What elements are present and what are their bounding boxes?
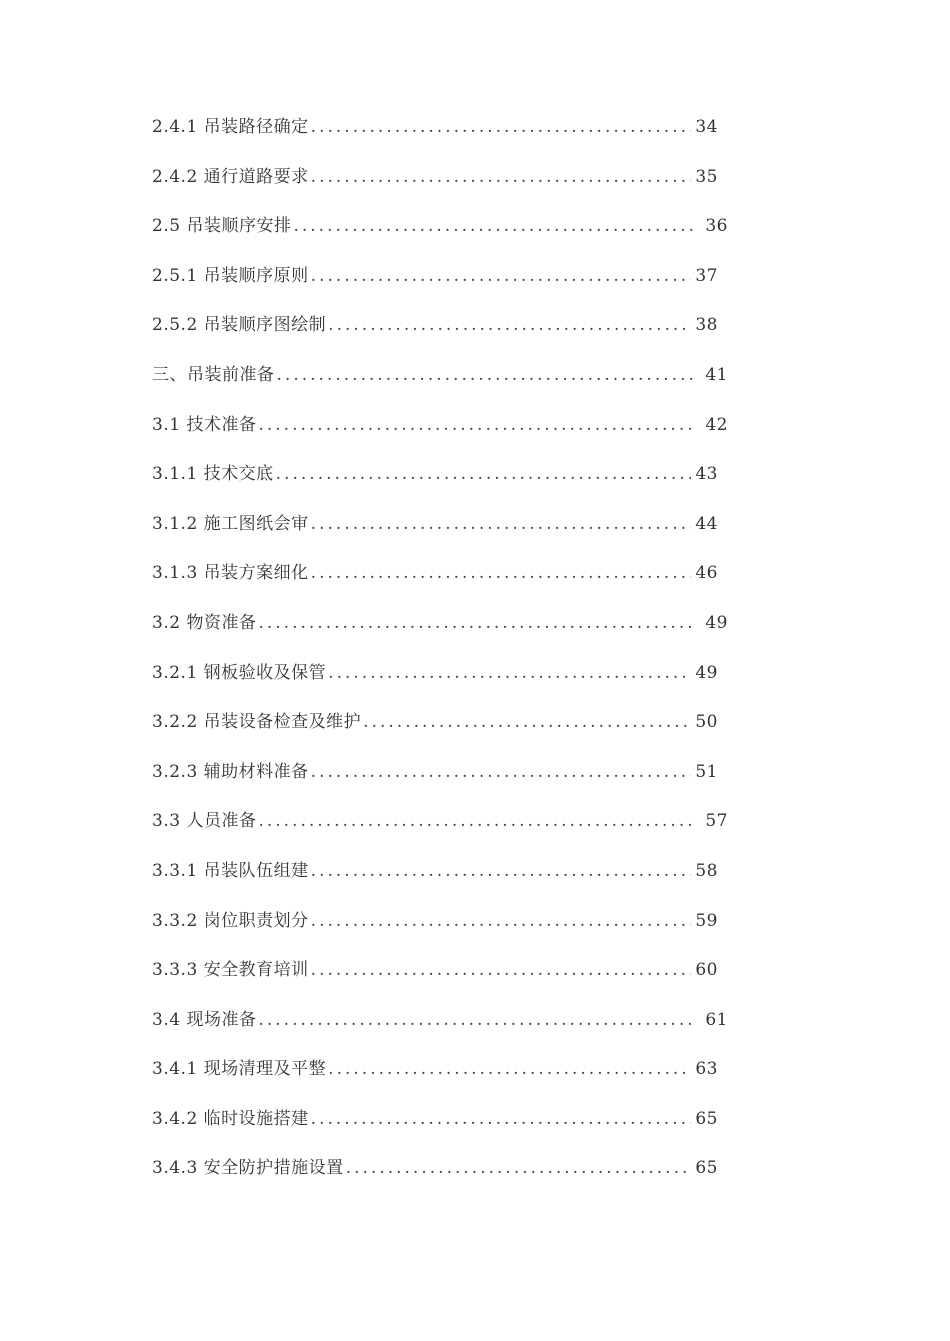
- toc-entry-title: 3.4.3 安全防护措施设置: [152, 1158, 344, 1179]
- toc-dot-leader: [293, 208, 697, 244]
- toc-page-number: 50: [695, 712, 718, 733]
- toc-page-number: 44: [695, 513, 718, 534]
- toc-page-number: 37: [695, 265, 718, 286]
- toc-entry-3-4-2[interactable]: [152, 1101, 728, 1151]
- toc-page-number: 59: [695, 910, 718, 931]
- toc-entry-title: 3.4.1 现场清理及平整: [152, 1059, 327, 1080]
- toc-entry-title: 2.4.1 吊装路径确定: [152, 117, 309, 137]
- toc-page-number: 65: [695, 1108, 718, 1129]
- toc-entry-3-3[interactable]: [152, 803, 728, 853]
- toc-dot-leader: [311, 506, 692, 542]
- toc-entry-3-3-1[interactable]: [152, 853, 728, 903]
- toc-page-number: 63: [695, 1059, 718, 1080]
- toc-entry-title: 3.3.2 岗位职责划分: [152, 910, 309, 931]
- toc-entry-title: 2.5.2 吊装顺序图绘制: [152, 315, 327, 336]
- toc-entry-title: 2.4.2 通行道路要求: [152, 166, 309, 187]
- toc-dot-leader: [311, 555, 692, 591]
- toc-entry-2-4-2[interactable]: [152, 159, 728, 209]
- toc-dot-leader: [258, 1002, 697, 1038]
- toc-dot-leader: [328, 1051, 691, 1087]
- toc-page-number: 42: [705, 414, 728, 435]
- toc-entry-title: 3.1.1 技术交底: [152, 464, 274, 485]
- toc-dot-leader: [258, 605, 697, 641]
- toc-dot-leader: [311, 952, 692, 988]
- toc-dot-leader: [258, 803, 697, 839]
- toc-entry-3-2-2[interactable]: [152, 704, 728, 754]
- toc-entry-2-5[interactable]: [152, 208, 728, 258]
- toc-entry-title: 3.2.3 辅助材料准备: [152, 761, 309, 782]
- toc-dot-leader: [363, 704, 691, 740]
- toc-dot-leader: [311, 159, 692, 195]
- toc-entry-title: 3.1.2 施工图纸会审: [152, 513, 309, 534]
- toc-dot-leader: [328, 307, 691, 343]
- toc-entry-3-2-1[interactable]: [152, 655, 728, 705]
- table-of-contents: [152, 109, 728, 1200]
- toc-entry-title: 3.2 物资准备: [152, 612, 257, 633]
- toc-page-number: 49: [695, 662, 718, 683]
- toc-page-number: 46: [695, 563, 718, 584]
- toc-page-number: 36: [705, 216, 728, 237]
- toc-entry-title: 3.3 人员准备: [152, 811, 257, 832]
- toc-page-number: 57: [705, 811, 728, 832]
- toc-page-number: 60: [695, 960, 718, 981]
- toc-entry-3-1-1[interactable]: [152, 456, 728, 506]
- toc-entry-3-2-3[interactable]: [152, 754, 728, 804]
- toc-dot-leader: [311, 258, 692, 294]
- toc-entry-title: 2.5 吊装顺序安排: [152, 216, 292, 237]
- toc-entry-title: 3.3.3 安全教育培训: [152, 960, 309, 981]
- toc-page-number: 58: [695, 860, 718, 881]
- toc-dot-leader: [328, 655, 691, 691]
- toc-dot-leader: [311, 853, 692, 889]
- toc-entry-3-1[interactable]: [152, 407, 728, 457]
- toc-dot-leader: [276, 456, 692, 492]
- toc-entry-title: 3.4.2 临时设施搭建: [152, 1108, 309, 1129]
- toc-entry-3-1-2[interactable]: [152, 506, 728, 556]
- toc-entry-3-3-3[interactable]: [152, 952, 728, 1002]
- toc-page-number: 43: [695, 464, 718, 485]
- toc-page-number: 49: [705, 612, 728, 633]
- toc-page-number: 35: [695, 166, 718, 187]
- toc-entry-2-5-2[interactable]: [152, 307, 728, 357]
- toc-entry-3-3-2[interactable]: [152, 903, 728, 953]
- toc-entry-title: 3.3.1 吊装队伍组建: [152, 860, 309, 881]
- toc-page-number: 38: [695, 315, 718, 336]
- toc-entry-3-2[interactable]: [152, 605, 728, 655]
- toc-entry-title: 3.2.2 吊装设备检查及维护: [152, 712, 362, 733]
- toc-entry-title: 3.2.1 钢板验收及保管: [152, 662, 327, 683]
- toc-page-number: 65: [695, 1158, 718, 1179]
- toc-dot-leader: [311, 109, 692, 145]
- toc-page-number: 41: [705, 364, 728, 385]
- toc-entry-title: 三、吊装前准备: [152, 364, 275, 385]
- toc-entry-title: 3.1.3 吊装方案细化: [152, 563, 309, 584]
- toc-entry-title: 3.1 技术准备: [152, 414, 257, 435]
- toc-entry-3-4-1[interactable]: [152, 1051, 728, 1101]
- toc-entry-2-4-1[interactable]: [152, 109, 728, 159]
- toc-page-number: 34: [695, 117, 718, 137]
- toc-entry-3-1-3[interactable]: [152, 555, 728, 605]
- toc-entry-2-5-1[interactable]: [152, 258, 728, 308]
- toc-dot-leader: [311, 754, 692, 790]
- toc-page-number: 51: [695, 761, 718, 782]
- toc-dot-leader: [311, 1101, 692, 1137]
- toc-entry-title: 2.5.1 吊装顺序原则: [152, 265, 309, 286]
- toc-dot-leader: [346, 1150, 692, 1186]
- toc-page-number: 61: [705, 1009, 728, 1030]
- toc-dot-leader: [311, 903, 692, 939]
- toc-entry-chapter-3[interactable]: [152, 357, 728, 407]
- toc-entry-3-4-3[interactable]: [152, 1150, 728, 1200]
- toc-dot-leader: [277, 357, 698, 393]
- toc-dot-leader: [258, 407, 697, 443]
- toc-entry-3-4[interactable]: [152, 1002, 728, 1052]
- toc-entry-title: 3.4 现场准备: [152, 1009, 257, 1030]
